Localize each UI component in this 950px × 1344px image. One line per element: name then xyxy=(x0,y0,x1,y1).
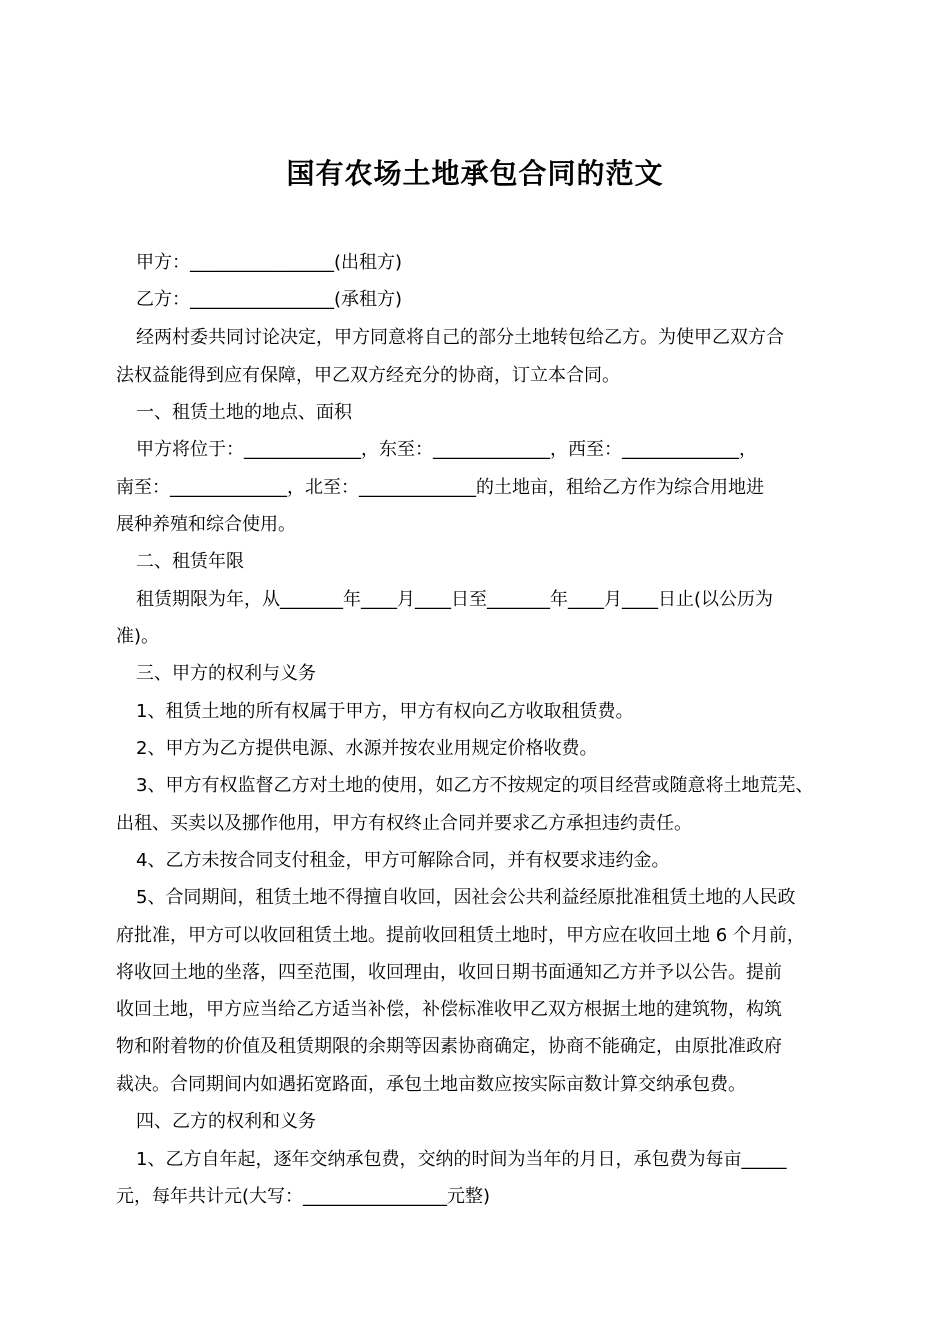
clause-line: 将收回土地的坐落，四至范围，收回理由，收回日期书面通知乙方并予以公告。提前 xyxy=(116,962,782,983)
clause-line: 出租、买卖以及挪作他用，甲方有权终止合同并要求乙方承担违约责任。 xyxy=(116,813,692,834)
clause-line: 5、合同期间，租赁土地不得擅自收回，因社会公共利益经原批准租赁土地的人民政 xyxy=(136,887,796,908)
clause-line: 裁决。合同期间内如遇拓宽路面，承包土地亩数应按实际亩数计算交纳承包费。 xyxy=(116,1074,746,1095)
clause-line: 3、甲方有权监督乙方对土地的使用，如乙方不按规定的项目经营或随意将土地荒芜、 xyxy=(136,775,814,796)
party-b-line: 乙方：________________(承租方) xyxy=(136,289,403,310)
section-heading-3: 三、甲方的权利与义务 xyxy=(136,663,316,684)
body-line: 南至：_____________，北至：_____________的土地亩，租给乙方作为综合用地进 xyxy=(116,477,764,498)
document-title: 国有农场土地承包合同的范文 xyxy=(286,156,664,190)
section-heading-4: 四、乙方的权利和义务 xyxy=(136,1111,316,1132)
clause-line: 1、租赁土地的所有权属于甲方，甲方有权向乙方收取租赁费。 xyxy=(136,701,634,722)
clause-line: 4、乙方未按合同支付租金，甲方可解除合同，并有权要求违约金。 xyxy=(136,850,670,871)
party-a-line: 甲方：________________(出租方) xyxy=(136,252,403,273)
clause-line: 收回土地，甲方应当给乙方适当补偿，补偿标准收甲乙双方根据土地的建筑物，构筑 xyxy=(116,999,782,1020)
clause-line: 1、乙方自年起，逐年交纳承包费，交纳的时间为当年的月日，承包费为每亩_____ xyxy=(136,1149,787,1170)
preamble-line-2: 法权益能得到应有保障，甲乙双方经充分的协商，订立本合同。 xyxy=(116,365,620,386)
preamble-line-1: 经两村委共同讨论决定，甲方同意将自己的部分土地转包给乙方。为使甲乙双方合 xyxy=(136,327,784,348)
body-line: 租赁期限为年，从_______年____月____日至_______年____月____日止(以公历为 xyxy=(136,589,774,610)
body-line: 准)。 xyxy=(116,626,160,647)
body-line: 甲方将位于：_____________，东至：_____________，西至：_____________， xyxy=(136,439,757,460)
clause-line: 物和附着物的价值及租赁期限的余期等因素协商确定，协商不能确定，由原批准政府 xyxy=(116,1036,782,1057)
clause-line: 元，每年共计元(大写：________________元整) xyxy=(116,1186,491,1207)
clause-line: 2、甲方为乙方提供电源、水源并按农业用规定价格收费。 xyxy=(136,738,598,759)
section-heading-2: 二、租赁年限 xyxy=(136,551,244,572)
body-line: 展种养殖和综合使用。 xyxy=(116,514,296,535)
clause-line: 府批准，甲方可以收回租赁土地。提前收回租赁土地时，甲方应在收回土地 6 个月前， xyxy=(116,925,805,946)
section-heading-1: 一、租赁土地的地点、面积 xyxy=(136,402,352,423)
